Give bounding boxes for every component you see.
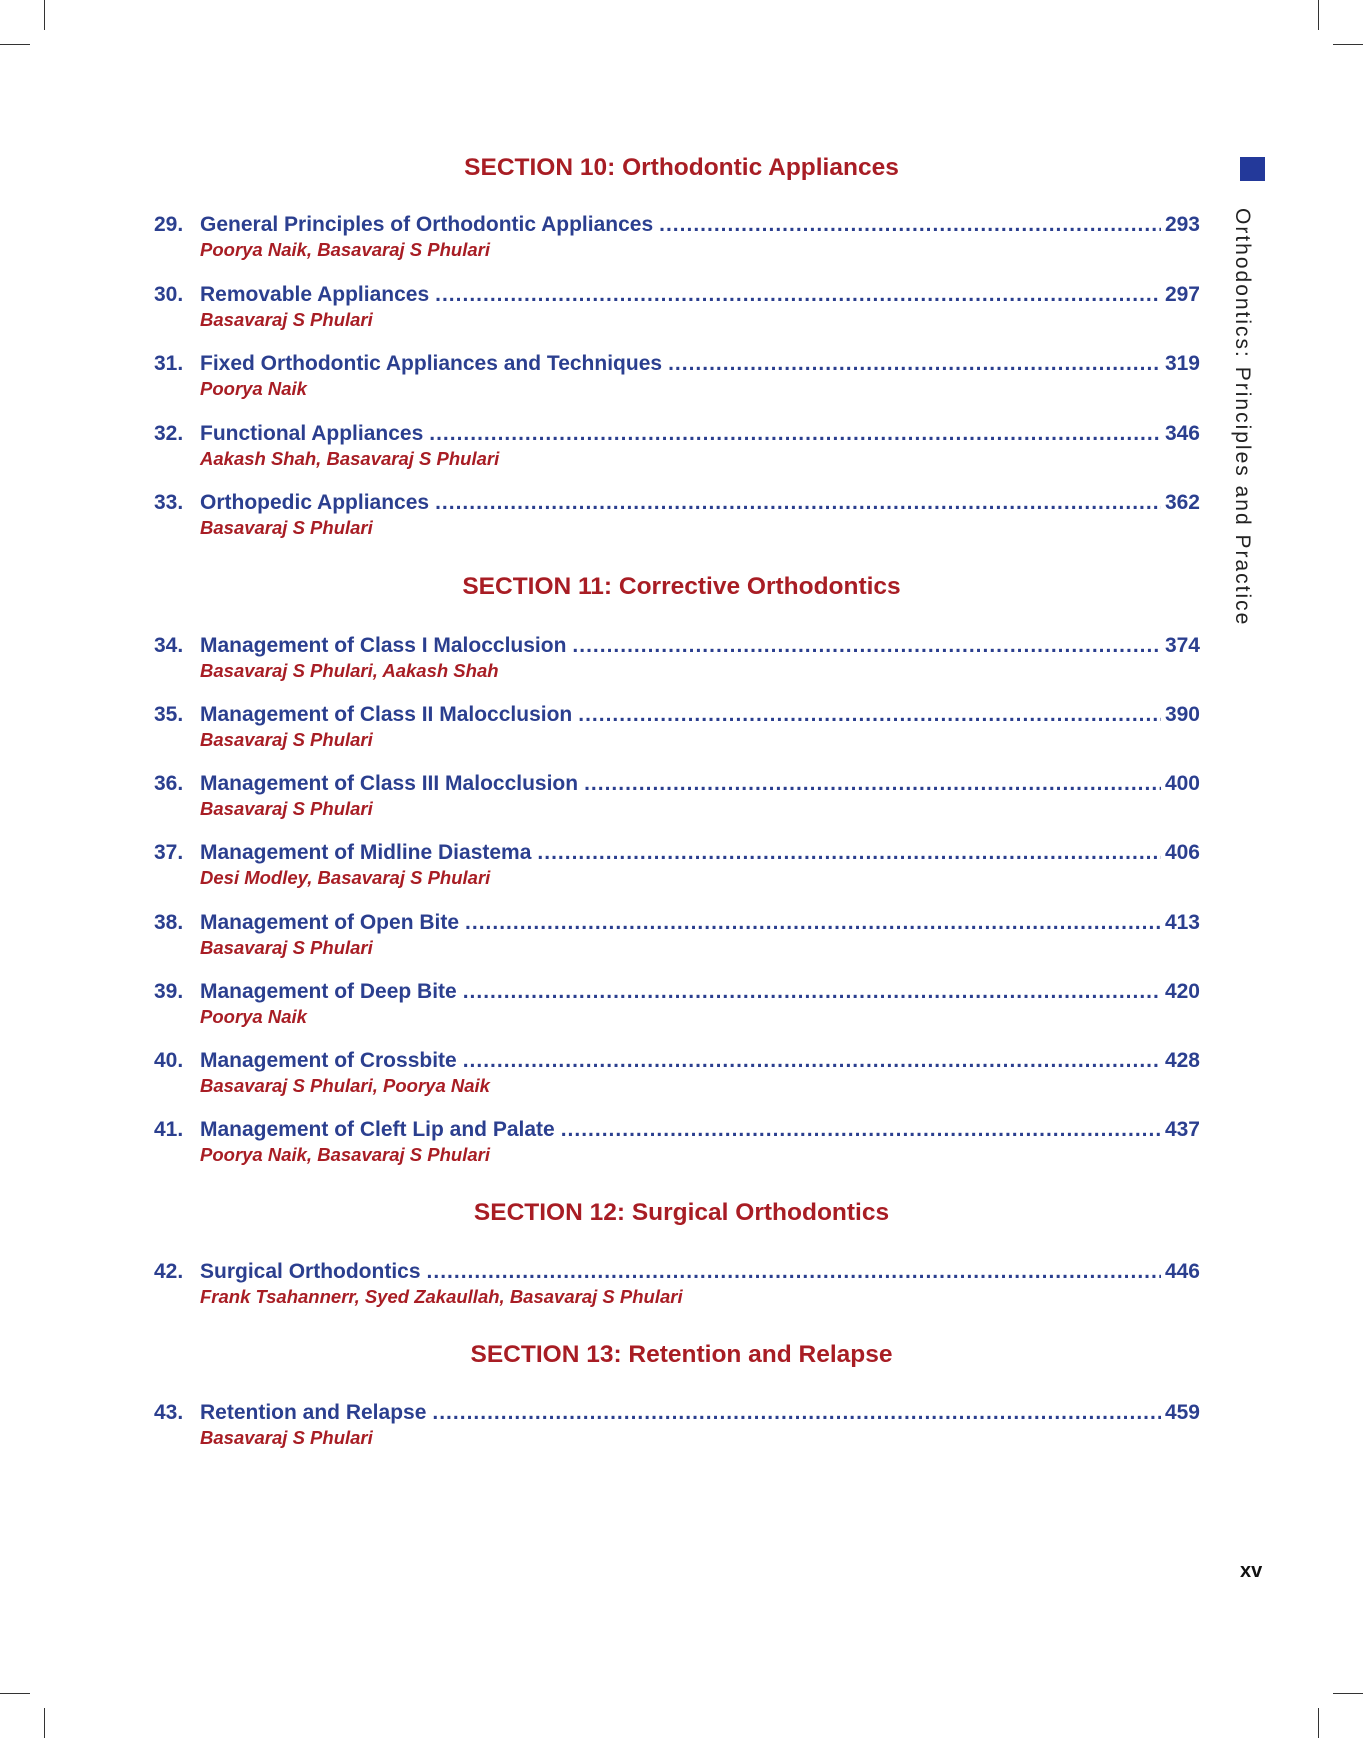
dot-leader (537, 840, 1161, 866)
toc-entry (154, 1259, 1200, 1309)
page-number: 293 (1164, 213, 1200, 236)
chapter-number: 29. (154, 213, 184, 236)
toc-entry (154, 421, 1200, 471)
crop-mark (1318, 0, 1319, 30)
page-number: 459 (1164, 1401, 1200, 1424)
toc-entry (154, 212, 1200, 262)
chapter-number: 34. (154, 634, 184, 657)
running-title: Orthodontics: Principles and Practice (1231, 208, 1254, 627)
dot-leader (572, 633, 1161, 659)
chapter-authors: Basavaraj S Phulari (200, 937, 373, 958)
dot-leader (435, 490, 1161, 516)
page-number: 319 (1164, 352, 1200, 375)
crop-mark (0, 1693, 30, 1694)
chapter-number: 42. (154, 1260, 184, 1283)
chapter-title[interactable]: Management of Cleft Lip and Palate (200, 1118, 555, 1141)
toc-entry (154, 282, 1200, 332)
crop-mark (1333, 1693, 1363, 1694)
page-number: 437 (1164, 1118, 1200, 1141)
toc-entry (154, 351, 1200, 401)
toc-entry (154, 490, 1200, 540)
dot-leader (578, 702, 1161, 728)
dot-leader (432, 1400, 1161, 1426)
section-heading: SECTION 10: Orthodontic Appliances (464, 154, 899, 181)
dot-leader (668, 351, 1161, 377)
chapter-authors: Poorya Naik (200, 378, 307, 399)
page-number: 362 (1164, 491, 1200, 514)
toc-entry (154, 702, 1200, 752)
toc-entry (154, 633, 1200, 683)
chapter-number: 35. (154, 703, 184, 726)
chapter-authors: Desi Modley, Basavaraj S Phulari (200, 867, 491, 888)
crop-mark (0, 44, 30, 45)
page-number: 420 (1164, 980, 1200, 1003)
chapter-authors: Basavaraj S Phulari (200, 309, 373, 330)
dot-leader (659, 212, 1161, 238)
chapter-title[interactable]: Management of Midline Diastema (200, 841, 532, 864)
page-number: 446 (1164, 1260, 1200, 1283)
chapter-title[interactable]: Management of Class III Malocclusion (200, 772, 579, 795)
dot-leader (465, 910, 1161, 936)
crop-mark (44, 0, 45, 30)
chapter-title[interactable]: Orthopedic Appliances (200, 491, 430, 514)
chapter-title[interactable]: General Principles of Orthodontic Appliances (200, 213, 654, 236)
chapter-number: 32. (154, 422, 184, 445)
toc-entry (154, 840, 1200, 890)
dot-leader (463, 1048, 1161, 1074)
chapter-number: 33. (154, 491, 184, 514)
chapter-authors: Poorya Naik, Basavaraj S Phulari (200, 1144, 490, 1165)
crop-mark (44, 1708, 45, 1738)
chapter-authors: Basavaraj S Phulari, Poorya Naik (200, 1075, 490, 1096)
chapter-authors: Basavaraj S Phulari, Aakash Shah (200, 660, 499, 681)
chapter-authors: Basavaraj S Phulari (200, 1427, 373, 1448)
page-number: 374 (1164, 634, 1200, 657)
dot-leader (584, 771, 1161, 797)
toc-entry (154, 979, 1200, 1029)
chapter-authors: Frank Tsahannerr, Syed Zakaullah, Basavaraj S Phulari (200, 1286, 683, 1307)
chapter-authors: Basavaraj S Phulari (200, 798, 373, 819)
page-number: 297 (1164, 283, 1200, 306)
chapter-title[interactable]: Functional Appliances (200, 422, 424, 445)
chapter-number: 40. (154, 1049, 184, 1072)
chapter-title[interactable]: Management of Open Bite (200, 911, 460, 934)
chapter-title[interactable]: Management of Crossbite (200, 1049, 457, 1072)
chapter-number: 43. (154, 1401, 184, 1424)
toc-entry (154, 1117, 1200, 1167)
crop-mark (1333, 44, 1363, 45)
chapter-number: 31. (154, 352, 184, 375)
chapter-authors: Basavaraj S Phulari (200, 517, 373, 538)
chapter-title[interactable]: Retention and Relapse (200, 1401, 427, 1424)
chapter-title[interactable]: Surgical Orthodontics (200, 1260, 421, 1283)
chapter-authors: Poorya Naik (200, 1006, 307, 1027)
chapter-number: 30. (154, 283, 184, 306)
chapter-number: 36. (154, 772, 184, 795)
page-number: 406 (1164, 841, 1200, 864)
chapter-title[interactable]: Management of Class I Malocclusion (200, 634, 567, 657)
page-number: 400 (1164, 772, 1200, 795)
dot-leader (463, 979, 1161, 1005)
page-number: 346 (1164, 422, 1200, 445)
chapter-title[interactable]: Management of Deep Bite (200, 980, 457, 1003)
page-number: 390 (1164, 703, 1200, 726)
dot-leader (427, 1259, 1161, 1285)
toc-entry (154, 910, 1200, 960)
chapter-number: 37. (154, 841, 184, 864)
dot-leader (561, 1117, 1161, 1143)
section-heading: SECTION 13: Retention and Relapse (470, 1341, 893, 1368)
section-heading: SECTION 11: Corrective Orthodontics (462, 573, 901, 600)
chapter-authors: Basavaraj S Phulari (200, 729, 373, 750)
page-number: 413 (1164, 911, 1200, 934)
section-heading: SECTION 12: Surgical Orthodontics (473, 1199, 890, 1226)
dot-leader (435, 282, 1161, 308)
chapter-number: 41. (154, 1118, 184, 1141)
toc-entry (154, 1048, 1200, 1098)
page-number: 428 (1164, 1049, 1200, 1072)
chapter-title[interactable]: Removable Appliances (200, 283, 430, 306)
toc-entry (154, 771, 1200, 821)
page-folio: xv (1240, 1560, 1263, 1582)
chapter-authors: Poorya Naik, Basavaraj S Phulari (200, 239, 490, 260)
chapter-title[interactable]: Management of Class II Malocclusion (200, 703, 573, 726)
toc-entry (154, 1400, 1200, 1450)
chapter-authors: Aakash Shah, Basavaraj S Phulari (200, 448, 500, 469)
crop-mark (1318, 1708, 1319, 1738)
chapter-number: 38. (154, 911, 184, 934)
chapter-title[interactable]: Fixed Orthodontic Appliances and Techniques (200, 352, 663, 375)
dot-leader (429, 421, 1161, 447)
chapter-number: 39. (154, 980, 184, 1003)
